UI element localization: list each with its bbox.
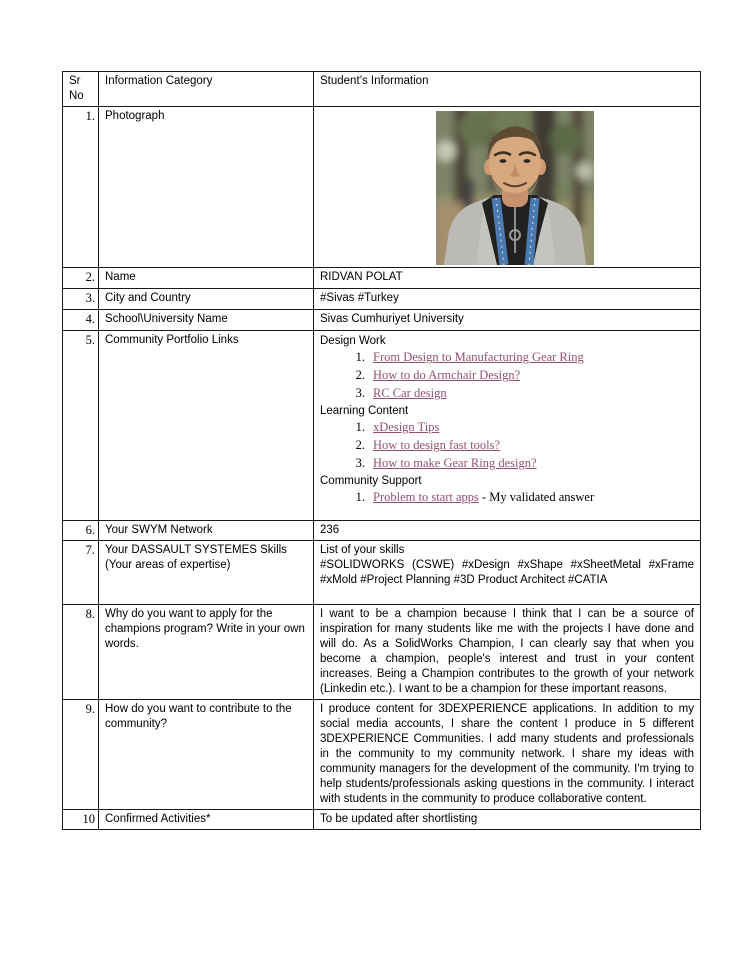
portfolio-link[interactable]: xDesign Tips [373,420,440,434]
table-row [63,541,701,605]
sr-no: 3. [63,289,99,310]
student-info-table [62,71,701,830]
category-how-contribute: How do you want to contribute to the community? [99,700,314,810]
table-row [63,700,701,810]
table-row [63,810,701,830]
value-swym-network: 236 [314,521,701,541]
portfolio-links-cell [314,331,701,521]
sr-no: 8. [63,605,99,700]
photograph-cell [314,107,701,268]
portfolio-section-community-support: Community Support [320,475,422,487]
list-item: 1. Problem to start apps - My validated answer [355,490,595,504]
category-skills: Your DASSAULT SYSTEMES Skills (Your areas of expertise) [99,541,314,605]
category-portfolio-links: Community Portfolio Links [99,331,314,521]
skills-hashtags: #SOLIDWORKS (CSWE) #xDesign #xShape #xSheetMetal #xFrame #xMold #Project Planning #3D Product Architect #CATIA [320,559,694,586]
category-swym-network: Your SWYM Network [99,521,314,541]
list-item: 2. How to do Armchair Design? [355,368,521,382]
portfolio-link[interactable]: How to design fast tools? [373,438,501,452]
category-name: Name [99,268,314,289]
sr-no: 5. [63,331,99,521]
skills-intro: List of your skills [320,544,405,556]
table-row [63,268,701,289]
list-item: 3. How to make Gear Ring design? [355,456,537,470]
col-header-information-category: Information Category [99,72,314,107]
sr-no: 4. [63,310,99,331]
portfolio-link[interactable]: Problem to start apps [373,490,479,504]
category-school-university: School\University Name [99,310,314,331]
list-item: 1. xDesign Tips [355,420,440,434]
value-name: RIDVAN POLAT [314,268,701,289]
table-row [63,605,701,700]
validated-answer-note: - My validated answer [478,490,595,504]
table-row [63,289,701,310]
list-item: 1. From Design to Manufacturing Gear Ring [355,350,584,364]
value-why-apply: I want to be a champion because I think that I can be a source of inspiration for many students like me with the projects I have done and will do. As a SolidWorks Champion, I can clearly say that when you become a champion, people's interest and trust in your content increases. Being a Champion contributes to the growth of your network (Linkedin etc.). I want to be a champion for these important reasons. [314,605,701,700]
sr-no: 6. [63,521,99,541]
col-header-sr-no: Sr No [63,72,99,107]
portfolio-link[interactable]: RC Car design [373,386,447,400]
value-how-contribute: I produce content for 3DEXPERIENCE applications. In addition to my social media accounts, I share the content I produce in 5 different 3DEXPERIENCE Communities. I add many students and professionals in the community to my community network. I share my ideas with community managers for the development of the community. I'm trying to help students/professionals asking questions in the community. I interact with students in the community to produce collaborative content. [314,700,701,810]
value-confirmed-activities: To be updated after shortlisting [314,810,701,830]
col-header-students-information: Student’s Information [314,72,701,107]
student-photo [436,111,594,265]
table-row [63,331,701,521]
portfolio-section-learning-content: Learning Content [320,405,409,417]
table-row [63,107,701,268]
sr-no: 2. [63,268,99,289]
category-confirmed-activities: Confirmed Activities* [99,810,314,830]
value-school-university: Sivas Cumhuriyet University [314,310,701,331]
table-row [63,310,701,331]
sr-no: 7. [63,541,99,605]
sr-no: 10 [63,810,99,830]
value-city-country: #Sivas #Turkey [314,289,701,310]
student-photo-image [436,111,594,265]
category-photograph: Photograph [99,107,314,268]
portfolio-section-design-work: Design Work [320,335,386,347]
table-header-row [63,72,701,107]
list-item: 2. How to design fast tools? [355,438,501,452]
portfolio-link[interactable]: How to do Armchair Design? [373,368,521,382]
list-item: 3. RC Car design [355,386,447,400]
sr-no: 9. [63,700,99,810]
portfolio-link[interactable]: How to make Gear Ring design? [373,456,537,470]
table-row [63,521,701,541]
category-city-country: City and Country [99,289,314,310]
sr-no: 1. [63,107,99,268]
category-why-apply: Why do you want to apply for the champions program? Write in your own words. [99,605,314,700]
portfolio-link[interactable]: From Design to Manufacturing Gear Ring [373,350,584,364]
value-skills [314,541,701,605]
